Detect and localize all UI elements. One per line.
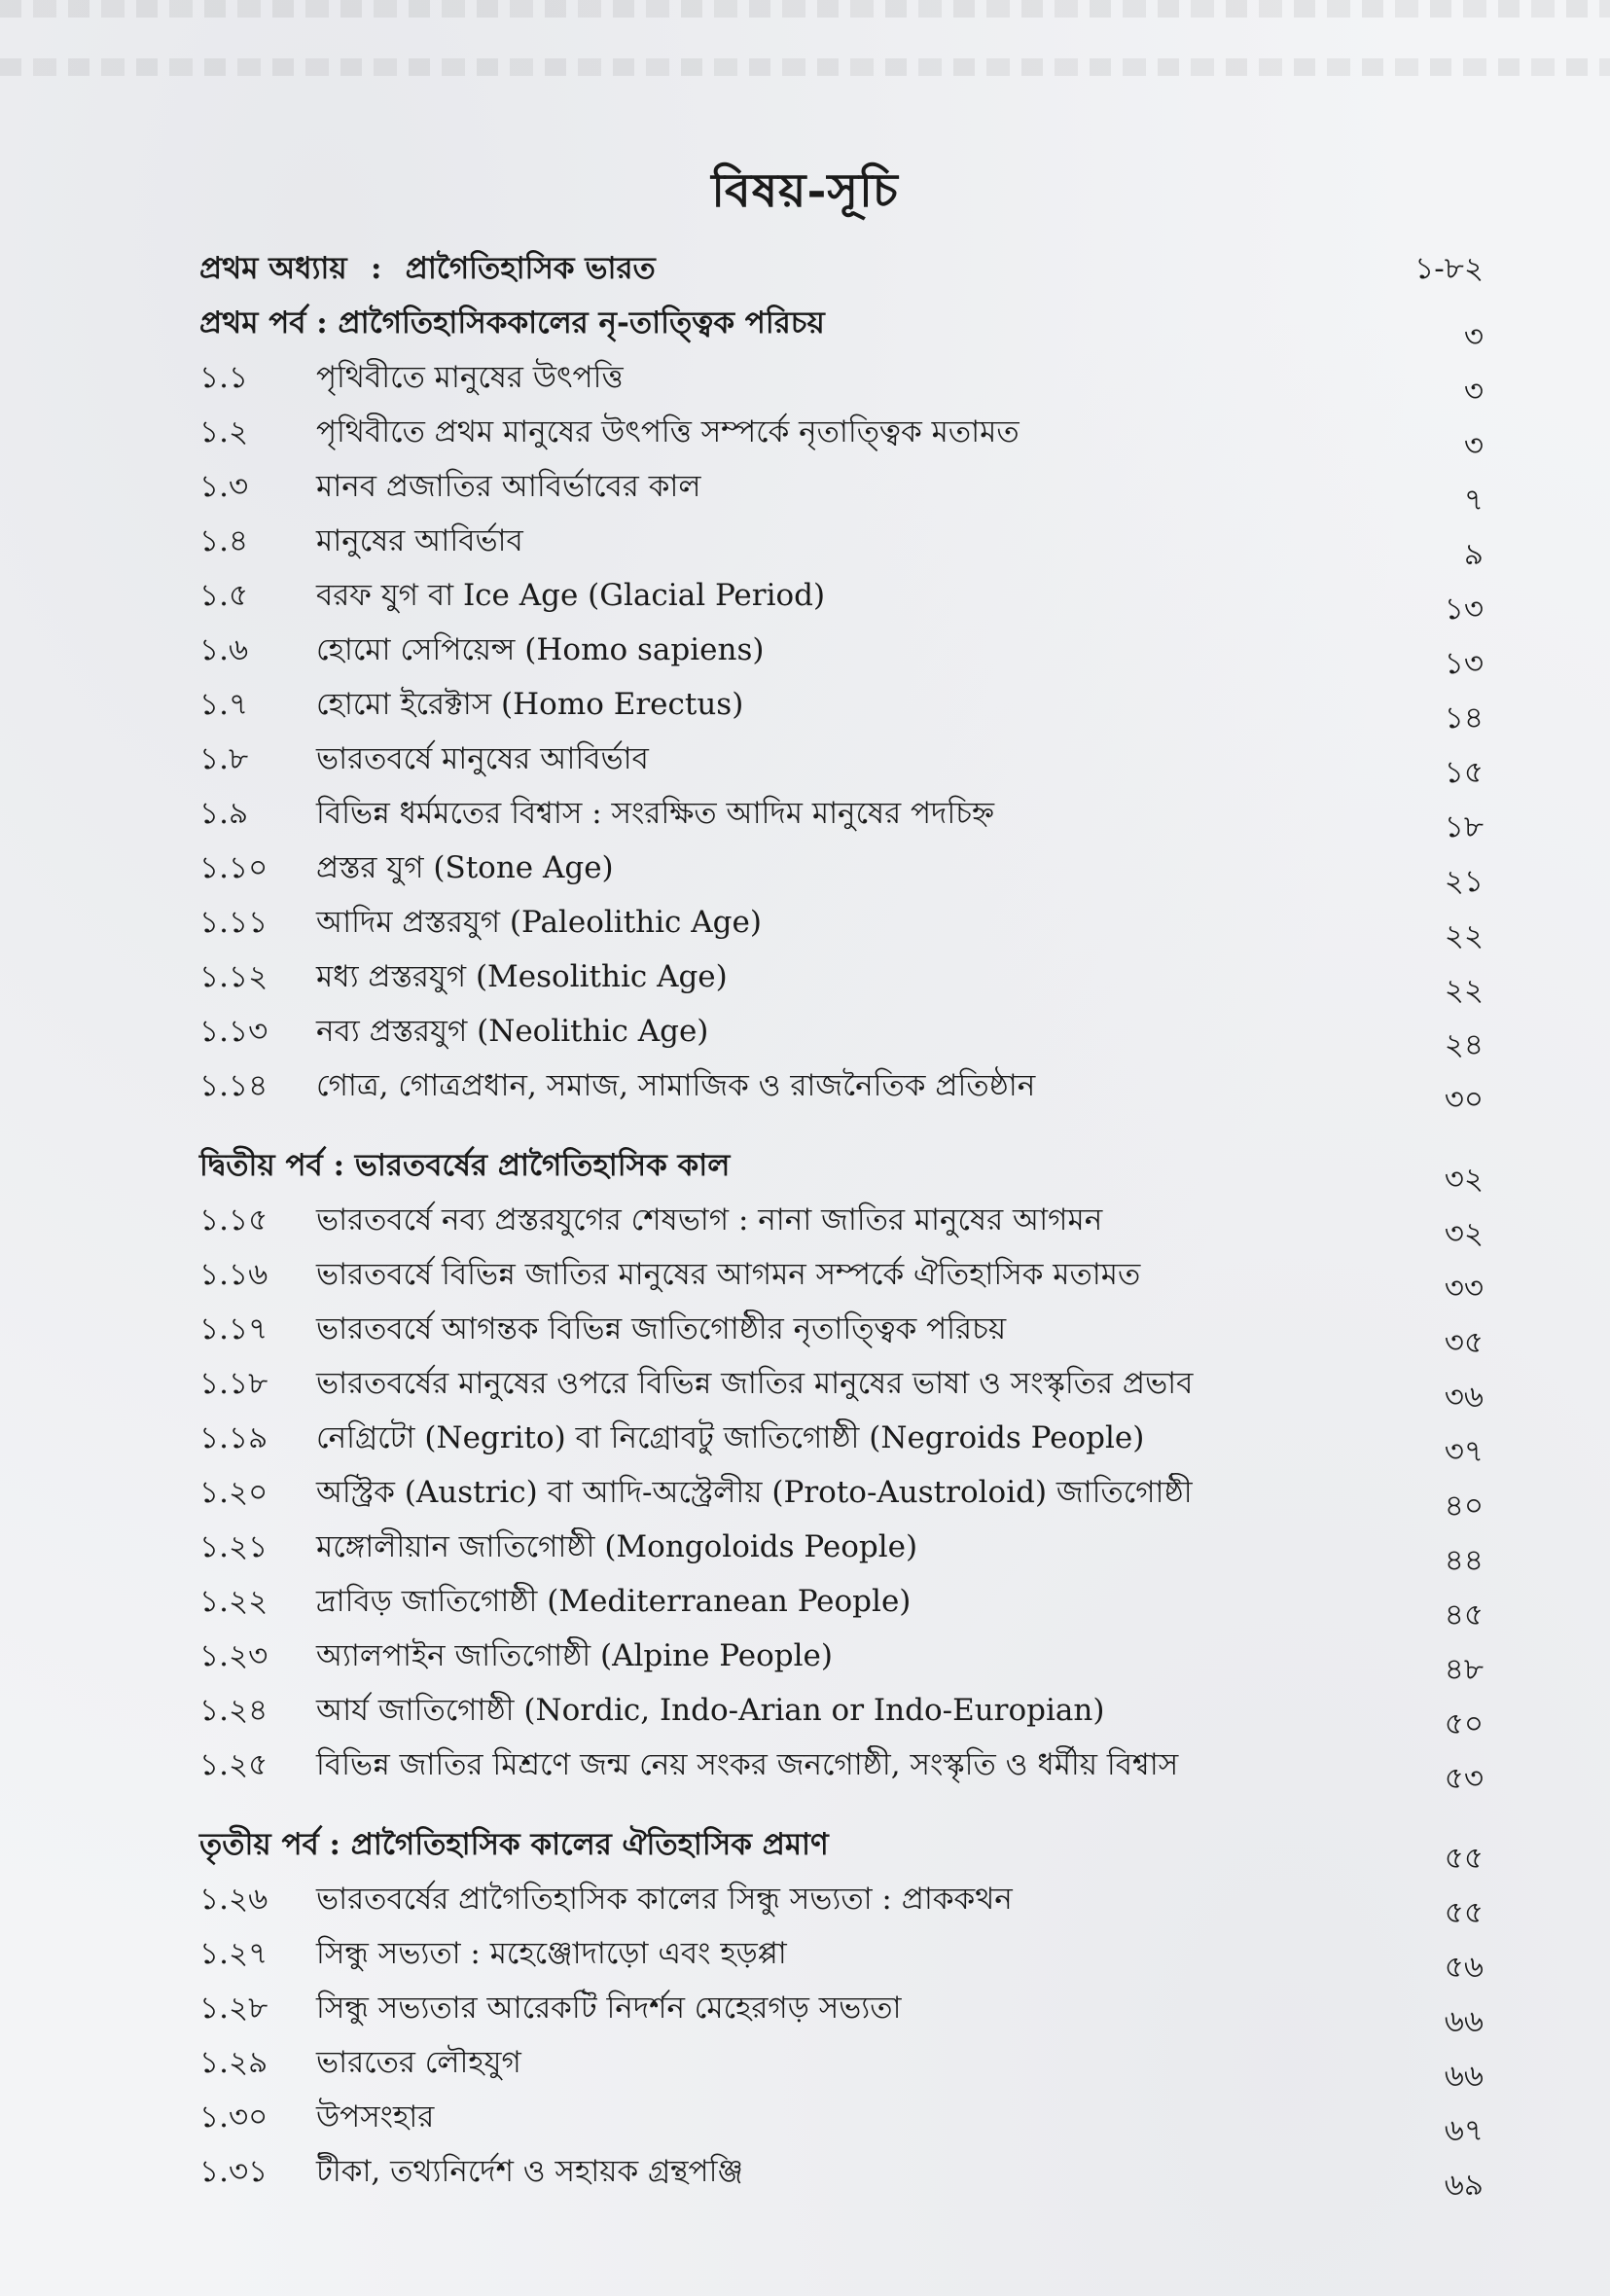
entry-number: ১.২ [199,414,249,449]
entry-page: ৩৬ [1444,1380,1484,1415]
toc-entry-row [199,1981,1484,2039]
entry-page: ৪৪ [1444,1543,1484,1578]
entry-title: ভারতবর্ষের প্রাগৈতিহাসিক কালের সিন্ধু সভ্যতা : প্রাককথন [316,1882,1013,1917]
entry-number: ১.১৯ [199,1420,268,1455]
toc-entry-row [199,1738,1484,1796]
toc-entry-row [199,2144,1484,2203]
entry-page: ৩৩ [1444,1271,1484,1306]
toc-entry-row [199,1574,1484,1632]
toc-sections [199,296,1484,2203]
entry-title: আর্য জাতিগোষ্ঠী (Nordic, Indo-Arian or Indo-Europian) [316,1693,1105,1728]
entry-title: মানব প্রজাতির আবির্ভাবের কাল [316,469,701,504]
entry-title: বিভিন্ন জাতির মিশ্রণে জন্ম নেয় সংকর জনগোষ্ঠী, সংস্কৃতি ও ধর্মীয় বিশ্বাস [316,1747,1179,1782]
entry-title: ভারতবর্ষে বিভিন্ন জাতির মানুষের আগমন সম্পর্কে ঐতিহাসিক মতামত [316,1257,1141,1292]
entry-page: ৩ [1463,428,1484,463]
entry-page: ৩ [1463,374,1484,409]
toc-entry-row [199,786,1484,844]
entry-page: ৬৬ [1444,2004,1484,2039]
section-heading-row [199,1817,1484,1876]
chapter-name: প্রাগৈতিহাসিক ভারত [405,251,656,286]
toc-entry-row [199,350,1484,409]
entry-number: ১.১১ [199,905,268,940]
entry-page: ৬৭ [1444,2113,1484,2148]
toc-entry-row [199,623,1484,681]
entry-number: ১.৩ [199,469,249,504]
toc-entry-row [199,1520,1484,1578]
entry-page: ৪৮ [1444,1652,1484,1687]
entry-title: টীকা, তথ্যনির্দেশ ও সহায়ক গ্রন্থপঞ্জি [316,2154,743,2189]
entry-title: মধ্য প্রস্তরযুগ (Mesolithic Age) [316,959,728,994]
section-heading-row [199,296,1484,354]
entry-page: ১৩ [1444,646,1484,681]
chapter-row [199,241,1484,296]
entry-page: ১৮ [1444,809,1484,844]
entry-title: মঙ্গোলীয়ান জাতিগোষ্ঠী (Mongoloids People) [316,1529,918,1564]
bleed-through-top [0,0,1610,18]
entry-title: সিন্ধু সভ্যতার আরেকটি নিদর্শন মেহেরগড় সভ্যতা [316,1991,902,2026]
entry-title: বিভিন্ন ধর্মমতের বিশ্বাস : সংরক্ষিত আদিম মানুষের পদচিহ্ন [316,796,995,831]
toc-entry-row [199,2090,1484,2148]
entry-title: নেগ্রিটো (Negrito) বা নিগ্রোবটু জাতিগোষ্ঠী (Negroids People) [316,1420,1145,1455]
entry-page: ৭ [1463,483,1484,518]
entry-number: ১.১ [199,360,249,395]
table-of-contents [199,241,1484,2203]
entry-title: অস্ট্রিক (Austric) বা আদি-অস্ট্রেলীয় (Proto-Austroloid) জাতিগোষ্ঠী [316,1475,1193,1510]
entry-title: নব্য প্রস্তরযুগ (Neolithic Age) [316,1014,709,1049]
entry-title: হোমো সেপিয়েন্স (Homo sapiens) [316,632,765,667]
toc-entry-row [199,1302,1484,1360]
entry-page: ৫৫ [1444,1895,1484,1930]
section-page: ৩ [1463,319,1484,354]
toc-entry-row [199,1683,1484,1741]
entry-page: ৫০ [1444,1706,1484,1741]
section-gap [199,1792,1484,1817]
section-heading: তৃতীয় পর্ব : প্রাগৈতিহাসিক কালের ঐতিহাসিক প্রমাণ [199,1827,829,1862]
chapter-pages: ১-৮২ [1414,251,1484,286]
entry-page: ৬৯ [1444,2168,1484,2203]
entry-page: ৬৬ [1444,2059,1484,2094]
toc-entry-row [199,1926,1484,1985]
entry-title: ভারতবর্ষে মানুষের আবির্ভাব [316,741,649,776]
toc-entry-row [199,1629,1484,1687]
chapter-label: প্রথম অধ্যায় [199,251,347,286]
toc-entry-row [199,732,1484,790]
entry-title: মানুষের আবির্ভাব [316,523,523,558]
entry-number: ১.১০ [199,850,268,885]
chapter-separator: : [370,251,382,286]
entry-page: ৩৫ [1444,1325,1484,1360]
toc-entry-row [199,568,1484,627]
entry-number: ১.২২ [199,1584,268,1619]
toc-entry-row [199,2035,1484,2094]
toc-entry-row [199,1004,1484,1062]
entry-number: ১.৮ [199,741,249,776]
entry-title: হোমো ইরেক্টাস (Homo Erectus) [316,687,744,722]
entry-number: ১.২৬ [199,1882,268,1917]
entry-number: ১.২৪ [199,1693,268,1728]
toc-entry-row [199,1193,1484,1251]
entry-title: দ্রাবিড় জাতিগোষ্ঠী (Mediterranean People) [316,1584,912,1619]
entry-page: ১৩ [1444,592,1484,627]
entry-title: ভারতবর্ষে নব্য প্রস্তরযুগের শেষভাগ : নানা জাতির মানুষের আগমন [316,1202,1103,1238]
toc-entry-row [199,895,1484,953]
entry-title: সিন্ধু সভ্যতা : মহেঞ্জোদাড়ো এবং হড়প্পা [316,1936,787,1971]
entry-number: ১.২৩ [199,1638,268,1673]
section-page: ৫৫ [1444,1841,1484,1876]
toc-entry-row [199,514,1484,572]
entry-number: ১.১৮ [199,1366,268,1401]
entry-page: ৪৫ [1444,1597,1484,1632]
entry-title: পৃথিবীতে প্রথম মানুষের উৎপত্তি সম্পর্কে নৃতাত্ত্বিক মতামত [316,414,1020,449]
entry-number: ১.৫ [199,578,249,613]
entry-number: ১.১৬ [199,1257,268,1292]
page-title: বিষয়-সূচি [711,163,899,218]
entry-title: প্রস্তর যুগ (Stone Age) [316,850,614,885]
entry-number: ১.৬ [199,632,249,667]
bleed-through-band [0,58,1610,76]
entry-page: ৫৩ [1444,1761,1484,1796]
entry-number: ১.৩০ [199,2099,268,2135]
toc-entry-row [199,677,1484,735]
section-heading: প্রথম পর্ব : প্রাগৈতিহাসিককালের নৃ-তাত্ত্বিক পরিচয় [199,305,825,341]
toc-entry-row [199,1411,1484,1469]
entry-page: ২২ [1444,918,1484,953]
entry-number: ১.২৯ [199,2045,268,2080]
entry-title: ভারতবর্ষের মানুষের ওপরে বিভিন্ন জাতির মানুষের ভাষা ও সংস্কৃতির প্রভাব [316,1366,1194,1401]
entry-page: ২১ [1444,864,1484,899]
entry-page: ৩২ [1444,1216,1484,1251]
entry-title: বরফ যুগ বা Ice Age (Glacial Period) [316,578,826,613]
entry-number: ১.২১ [199,1529,268,1564]
entry-number: ১.৩১ [199,2154,268,2189]
entry-page: ১৫ [1444,755,1484,790]
entry-number: ১.১৭ [199,1311,268,1346]
entry-title: ভারতবর্ষে আগন্তক বিভিন্ন জাতিগোষ্ঠীর নৃতাত্ত্বিক পরিচয় [316,1311,1007,1346]
toc-entry-row [199,1247,1484,1306]
section-gap [199,1113,1484,1138]
toc-entry-row [199,841,1484,899]
entry-number: ১.৯ [199,796,249,831]
toc-entry-row [199,1872,1484,1930]
section-page: ৩২ [1444,1162,1484,1197]
entry-page: ৩০ [1444,1082,1484,1117]
entry-title: পৃথিবীতে মানুষের উৎপত্তি [316,360,624,395]
entry-page: ৪০ [1444,1489,1484,1524]
entry-page: ৯ [1463,537,1484,572]
toc-entry-row [199,405,1484,463]
section-heading-row [199,1138,1484,1197]
entry-title: গোত্র, গোত্রপ্রধান, সমাজ, সামাজিক ও রাজনৈতিক প্রতিষ্ঠান [316,1068,1036,1103]
entry-number: ১.২৮ [199,1991,268,2026]
entry-number: ১.১৪ [199,1068,268,1103]
entry-title: ভারতের লৌহযুগ [316,2045,521,2080]
entry-number: ১.৭ [199,687,249,722]
entry-page: ৩৭ [1444,1434,1484,1469]
entry-number: ১.২৫ [199,1747,268,1782]
toc-entry-row [199,459,1484,518]
entry-number: ১.১২ [199,959,268,994]
entry-page: ২২ [1444,973,1484,1008]
entry-page: ২৪ [1444,1027,1484,1062]
toc-entry-row [199,1465,1484,1524]
entry-title: উপসংহার [316,2099,435,2135]
entry-number: ১.২০ [199,1475,268,1510]
toc-entry-row [199,1356,1484,1415]
toc-entry-row [199,950,1484,1008]
entry-number: ১.৪ [199,523,249,558]
entry-number: ১.১৫ [199,1202,268,1238]
entry-page: ১৪ [1444,700,1484,735]
entry-page: ৫৬ [1444,1950,1484,1985]
entry-title: আদিম প্রস্তরযুগ (Paleolithic Age) [316,905,762,940]
entry-number: ১.২৭ [199,1936,268,1971]
section-heading: দ্বিতীয় পর্ব : ভারতবর্ষের প্রাগৈতিহাসিক কাল [199,1148,731,1183]
entry-title: অ্যালপাইন জাতিগোষ্ঠী (Alpine People) [316,1638,833,1673]
toc-entry-row [199,1058,1484,1117]
entry-number: ১.১৩ [199,1014,268,1049]
